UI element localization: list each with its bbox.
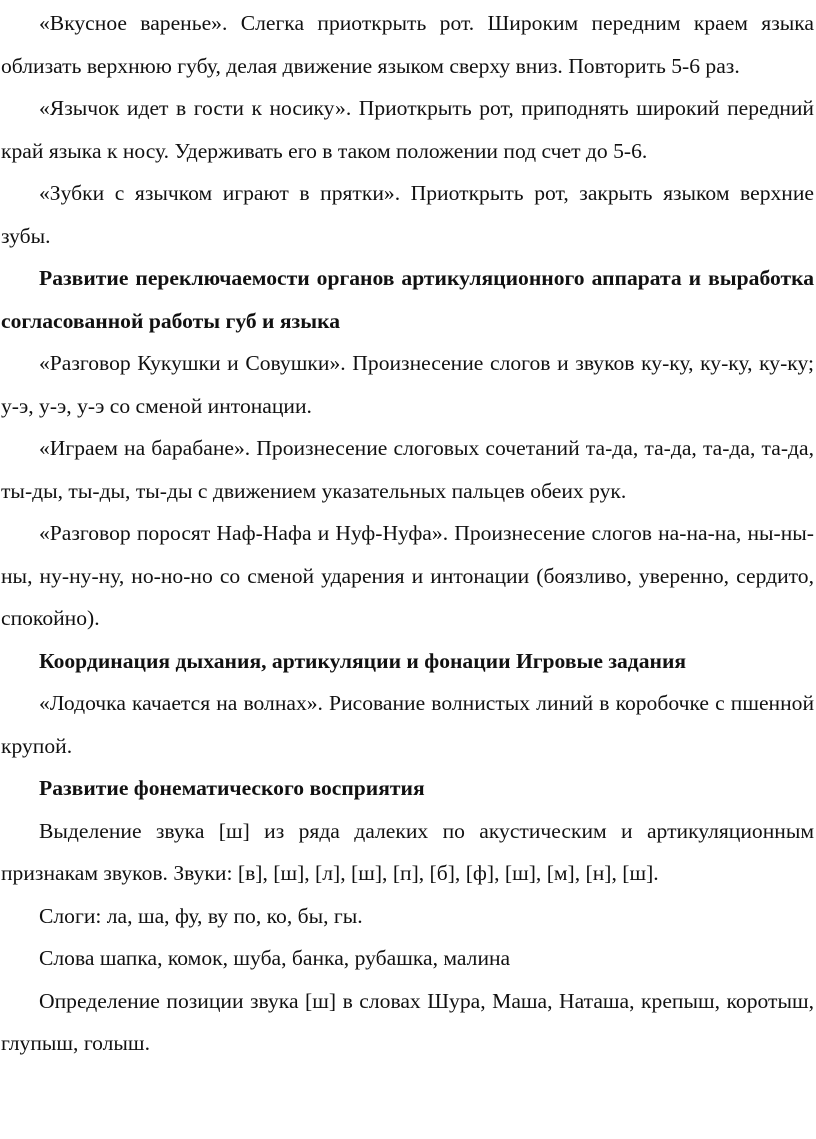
paragraph-kukushka-sovushka: «Разговор Кукушки и Совушки». Произнесение слогов и звуков ку-ку, ку-ку, ку-ку; у-э, у-э, у-э со сменой интонации. (1, 351, 814, 418)
heading-fonematicheskoe: Развитие фонематического восприятия (39, 776, 425, 800)
paragraph-baraban: «Играем на барабане». Произнесение слоговых сочетаний та-да, та-да, та-да, та-да, ты-ды, ты-ды, ты-ды с движением указательных пальцев обеих рук. (1, 436, 814, 503)
heading-pereklyuchaemost: Развитие переключаемости органов артикуляционного аппарата и выработка согласованной работы губ и языка (1, 266, 814, 333)
paragraph-lodochka: «Лодочка качается на волнах». Рисование волнистых линий в коробочке с пшенной крупой. (1, 691, 814, 758)
paragraph-opredelenie-pozitsii: Определение позиции звука [ш] в словах Шура, Маша, Наташа, крепыш, коротыш, глупыш, голыш. (1, 988, 814, 1055)
paragraph-zubki-pryatki: «Зубки с язычком играют в прятки». Приоткрыть рот, закрыть языком верхние зубы. (1, 181, 814, 248)
paragraph-slova: Слова шапка, комок, шуба, банка, рубашка, малина (39, 946, 511, 970)
paragraph-yazychok-v-gosti: «Язычок идет в гости к носику». Приоткрыть рот, приподнять широкий передний край языка к носу. Удерживать его в таком положении под счет до 5-6. (1, 96, 814, 163)
heading-koordinatsiya: Координация дыхания, артикуляции и фонации Игровые задания (39, 648, 687, 673)
paragraph-vkusnoe-varenye: «Вкусное варенье». Слегка приоткрыть рот. Широким передним краем языка облизать верхнюю губу, делая движение языком сверху вниз. Повторить 5-6 раз. (1, 11, 814, 78)
paragraph-porosyata: «Разговор поросят Наф-Нафа и Нуф-Нуфа». Произнесение слогов на-на-на, ны-ны-ны, ну-ну-ну, но-но-но со сменой ударения и интонации (боязливо, уверенно, сердито, спокойно). (1, 521, 814, 630)
paragraph-vydelenie-zvuka: Выделение звука [ш] из ряда далеких по акустическим и артикуляционным признакам звуков. Звуки: [в], [ш], [л], [ш], [п], [б], [ф], [ш], [м], [н], [ш]. (1, 818, 814, 885)
paragraph-slogi: Слоги: ла, ша, фу, ву по, ко, бы, гы. (39, 903, 363, 928)
